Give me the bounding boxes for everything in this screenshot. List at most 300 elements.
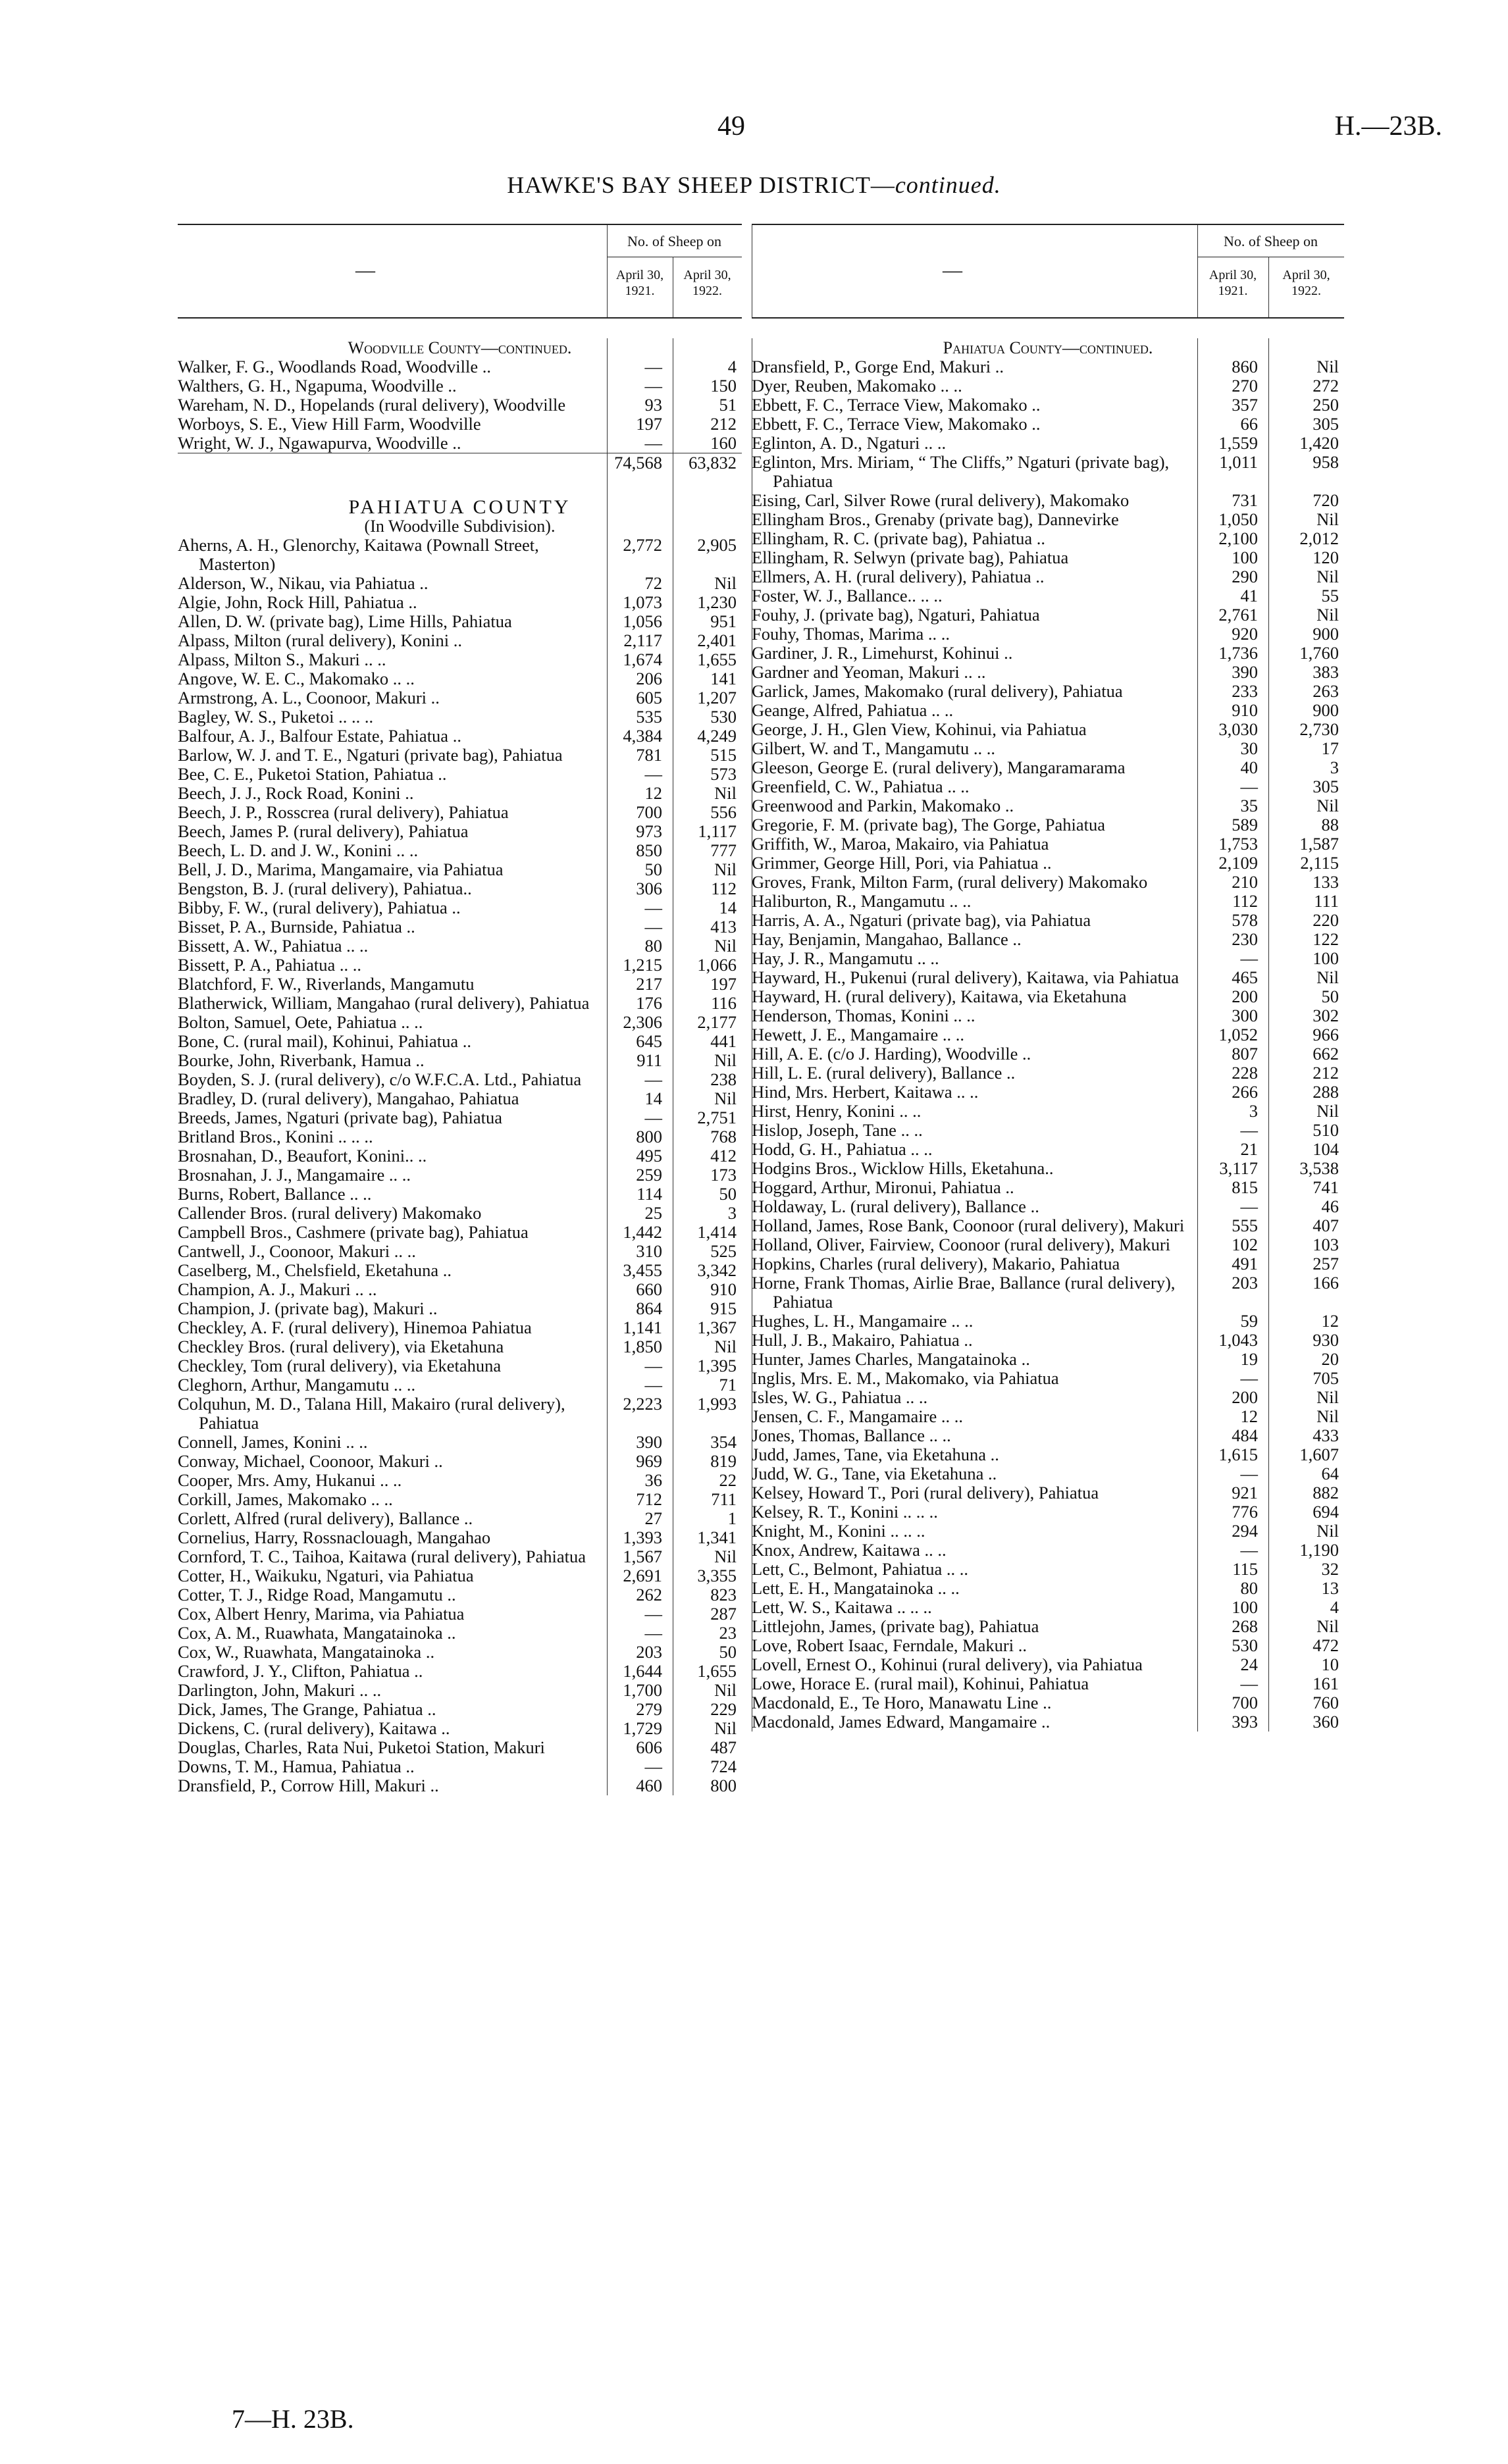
sheep-1922: 122	[1313, 929, 1339, 949]
owner-name-address: Henderson, Thomas, Konini .. ..	[752, 1006, 975, 1025]
owner-name-address: Geange, Alfred, Pahiatua .. ..	[752, 700, 954, 720]
table-row	[178, 879, 742, 898]
header-year-1922: April 30, 1922.	[683, 268, 731, 298]
owner-name-address: Cox, W., Ruawhata, Mangatainoka ..	[178, 1642, 435, 1662]
sheep-1922: 100	[1313, 948, 1339, 968]
sheep-1922: 354	[710, 1432, 737, 1452]
sheep-1922: 116	[711, 993, 737, 1013]
owner-name-address: Beech, L. D. and J. W., Konini .. ..	[178, 840, 419, 860]
sheep-1922: 2,177	[697, 1012, 737, 1032]
table-row	[178, 688, 742, 707]
owner-name-address: Cotter, H., Waikuku, Ngaturi, via Pahiatua	[178, 1566, 474, 1585]
owner-name-address: Knox, Andrew, Kaitawa .. ..	[752, 1540, 947, 1560]
sheep-1921: 12	[1240, 1406, 1258, 1426]
table-row	[178, 357, 742, 376]
header-sheep-count: No. of Sheep on	[607, 233, 742, 257]
table-row	[178, 1223, 742, 1242]
owner-name-address: Beech, James P. (rural delivery), Pahiatua	[178, 821, 469, 841]
sheep-1922: 412	[710, 1146, 737, 1166]
owner-name-address: Holland, James, Rose Bank, Coonoor (rural delivery), Makuri	[752, 1216, 1185, 1235]
owner-name-address: Britland Bros., Konini .. .. ..	[178, 1127, 373, 1146]
sheep-1922: 22	[719, 1470, 737, 1490]
sheep-1921: 40	[1240, 757, 1258, 777]
sheep-1922: 760	[1313, 1693, 1339, 1712]
sheep-1922: 900	[1313, 624, 1339, 644]
table-row	[178, 415, 742, 434]
owner-name-address: Isles, W. G., Pahiatua .. ..	[752, 1387, 928, 1407]
sheep-1922: Nil	[1316, 1387, 1339, 1407]
left-rows	[178, 338, 742, 1795]
sheep-1921: 3,455	[623, 1260, 662, 1280]
owner-name-address: Champion, J. (private bag), Makuri ..	[178, 1298, 438, 1318]
owner-name-address: Hay, J. R., Mangamutu .. ..	[752, 948, 939, 968]
sheep-1922: Nil	[1316, 509, 1339, 529]
owner-name-address: Wareham, N. D., Hopelands (rural delivery), Woodville	[178, 395, 566, 415]
owner-name-address: Wright, W. J., Ngawapurva, Woodville ..	[178, 433, 461, 453]
sheep-1921: 35	[1240, 796, 1258, 815]
table-row	[178, 956, 742, 975]
table-row	[178, 803, 742, 822]
table-row	[752, 949, 1344, 968]
sheep-1921: —	[644, 917, 662, 937]
sheep-1921: 2,117	[623, 630, 662, 650]
sheep-1922: 305	[1313, 414, 1339, 434]
sheep-1921: —	[644, 1069, 662, 1089]
sheep-1921: 2,772	[623, 535, 662, 555]
sheep-1922: 10	[1321, 1655, 1339, 1674]
owner-name-address: Algie, John, Rock Hill, Pahiatua ..	[178, 592, 417, 612]
owner-name-address: Beech, J. J., Rock Road, Konini ..	[178, 783, 414, 803]
table-row	[752, 1407, 1344, 1426]
table-row	[752, 1579, 1344, 1598]
sheep-1922: 777	[710, 840, 737, 860]
owner-name-address: Fouhy, J. (private bag), Ngaturi, Pahiatua	[752, 605, 1040, 625]
owner-name-address: Hill, A. E. (c/o J. Harding), Woodville ..	[752, 1044, 1031, 1064]
owner-name-address: Angove, W. E. C., Makomako .. ..	[178, 669, 415, 688]
sheep-1921: 357	[1232, 395, 1258, 415]
sheep-1921: —	[1240, 1196, 1258, 1216]
sheep-1921: 921	[1232, 1483, 1258, 1502]
owner-name-address: Bee, C. E., Puketoi Station, Pahiatua ..	[178, 764, 447, 784]
owner-name-address: Dyer, Reuben, Makomako .. ..	[752, 376, 962, 396]
table-row	[752, 720, 1344, 739]
sheep-1921: 605	[636, 688, 662, 707]
table-row	[178, 631, 742, 650]
sheep-1921: 781	[636, 745, 662, 765]
owner-name-address: Judd, James, Tane, via Eketahuna ..	[752, 1445, 999, 1464]
sheep-1922: 17	[1321, 738, 1339, 758]
table-row	[178, 1032, 742, 1051]
table-row	[752, 1388, 1344, 1407]
owner-name-address: Gardner and Yeoman, Makuri .. ..	[752, 662, 986, 682]
sheep-1921: 230	[1232, 929, 1258, 949]
sheep-1921: 1,567	[623, 1547, 662, 1566]
table-row	[178, 765, 742, 784]
table-row	[752, 1483, 1344, 1502]
sheep-1921: 176	[636, 993, 662, 1013]
owner-name-address: Lett, E. H., Mangatainoka .. ..	[752, 1578, 960, 1598]
table-row	[178, 650, 742, 669]
sheep-1922: 724	[710, 1757, 737, 1776]
owner-name-address: Dransfield, P., Gorge End, Makuri ..	[752, 357, 1004, 376]
table-row	[178, 1452, 742, 1471]
sheep-1921: 920	[1232, 624, 1258, 644]
sheep-1921: 555	[1232, 1216, 1258, 1235]
owner-name-address: Hughes, L. H., Mangamaire .. ..	[752, 1311, 974, 1331]
sheep-1921: 93	[644, 395, 662, 415]
owner-name-address: Cooper, Mrs. Amy, Hukanui .. ..	[178, 1470, 402, 1490]
sheep-1922: 46	[1321, 1196, 1339, 1216]
page-number: 49	[717, 111, 745, 141]
sheep-1921: 578	[1232, 910, 1258, 930]
sheep-1921: 606	[636, 1737, 662, 1757]
table-row	[752, 1598, 1344, 1617]
owner-name-address: Holland, Oliver, Fairview, Coonoor (rural delivery), Makuri	[752, 1235, 1170, 1254]
sheep-1922: 2,751	[697, 1108, 737, 1127]
sheep-1922: 1	[727, 1508, 737, 1528]
table-row	[178, 1318, 742, 1337]
table-row	[752, 1064, 1344, 1083]
sheep-1922: 768	[710, 1127, 737, 1146]
owner-name-address: Crawford, J. Y., Clifton, Pahiatua ..	[178, 1661, 423, 1681]
owner-name-address: Hodgins Bros., Wicklow Hills, Eketahuna..	[752, 1158, 1054, 1178]
sheep-1921: —	[644, 1108, 662, 1127]
table-row	[752, 1541, 1344, 1560]
owner-name-address: Dick, James, The Grange, Pahiatua ..	[178, 1699, 436, 1719]
owner-name-address: Fouhy, Thomas, Marima .. ..	[752, 624, 950, 644]
table-row	[752, 1426, 1344, 1445]
sheep-1922: 229	[710, 1699, 737, 1719]
sheep-1922: 51	[719, 395, 737, 415]
table-row	[752, 892, 1344, 911]
sheep-1921: 270	[1232, 376, 1258, 396]
owner-name-address: Littlejohn, James, (private bag), Pahiatua	[752, 1616, 1039, 1636]
sheep-1922: 2,905	[697, 535, 737, 555]
sheep-1921: 294	[1232, 1521, 1258, 1541]
sheep-1921: 1,850	[623, 1337, 662, 1356]
sheep-1922: 150	[710, 376, 737, 396]
sheep-1921: 12	[644, 783, 662, 803]
table-row	[178, 1643, 742, 1662]
header-year-1921: April 30, 1921.	[615, 268, 664, 298]
owner-name-address: Judd, W. G., Tane, via Eketahuna ..	[752, 1464, 997, 1483]
sheep-1922: 1,760	[1299, 643, 1339, 663]
owner-name-address: Aherns, A. H., Glenorchy, Kaitawa (Pownall Street, Masterton)	[178, 535, 539, 574]
owner-name-address: Bagley, W. S., Puketoi .. .. ..	[178, 707, 374, 727]
table-row	[178, 1757, 742, 1776]
sheep-1922: 141	[710, 669, 737, 688]
table-row	[178, 917, 742, 937]
table-row	[178, 669, 742, 688]
owner-name-address: Foster, W. J., Ballance.. .. ..	[752, 586, 943, 605]
table-row	[178, 593, 742, 612]
sheep-1922: 50	[719, 1184, 737, 1204]
table-row	[752, 567, 1344, 586]
sheep-1921: 1,056	[623, 611, 662, 631]
table-row	[178, 1261, 742, 1280]
owner-name-address: Ellmers, A. H. (rural delivery), Pahiatua ..	[752, 567, 1045, 586]
owner-name-address: Cox, Albert Henry, Marima, via Pahiatua	[178, 1604, 465, 1624]
sheep-1922: 1,341	[697, 1527, 737, 1547]
sheep-1921: 645	[636, 1031, 662, 1051]
table-row	[752, 1502, 1344, 1522]
sheep-1922: 88	[1321, 815, 1339, 834]
sheep-1921: 973	[636, 821, 662, 841]
sheep-1921: 1,674	[623, 650, 662, 669]
owner-name-address: Brosnahan, D., Beaufort, Konini.. ..	[178, 1146, 427, 1166]
sheep-1921: 1,559	[1218, 433, 1258, 453]
sheep-1921: 59	[1240, 1311, 1258, 1331]
sheep-1922: 1,607	[1299, 1445, 1339, 1464]
sheep-1921: —	[644, 898, 662, 917]
table-row	[178, 1738, 742, 1757]
sheep-1921: 2,691	[623, 1566, 662, 1585]
sheep-1922: 120	[1313, 548, 1339, 567]
owner-name-address: Hayward, H., Pukenui (rural delivery), Kaitawa, via Pahiatua	[752, 967, 1180, 987]
sheep-1922: Nil	[1316, 1406, 1339, 1426]
sheep-1922: Nil	[714, 1337, 737, 1356]
sheep-1922: 23	[719, 1623, 737, 1643]
sheep-1922: 263	[1313, 681, 1339, 701]
sheep-1921: 4,384	[623, 726, 662, 746]
sheep-1922: Nil	[714, 783, 737, 803]
sheep-1922: Nil	[1316, 1101, 1339, 1121]
table-row	[178, 746, 742, 765]
owner-name-address: Macdonald, James Edward, Mangamaire ..	[752, 1712, 1051, 1732]
owner-name-address: Dransfield, P., Corrow Hill, Makuri ..	[178, 1776, 439, 1795]
table-row	[178, 612, 742, 631]
sheep-1921: —	[1240, 1674, 1258, 1693]
sheep-1922: 197	[710, 974, 737, 994]
owner-name-address: Corkill, James, Makomako .. ..	[178, 1489, 393, 1509]
sheep-1921: —	[644, 1623, 662, 1643]
sheep-1921: 203	[636, 1642, 662, 1662]
table-row	[752, 1102, 1344, 1121]
sheep-1921: 25	[644, 1203, 662, 1223]
sheep-1922: 257	[1313, 1254, 1339, 1273]
sheep-1921: 864	[636, 1298, 662, 1318]
table-row	[752, 644, 1344, 663]
owner-name-address: Bibby, F. W., (rural delivery), Pahiatua ..	[178, 898, 461, 917]
sheep-1921: 393	[1232, 1712, 1258, 1732]
sheep-1922: Nil	[1316, 605, 1339, 625]
sheep-1921: 262	[636, 1585, 662, 1604]
table-row	[178, 1700, 742, 1719]
sheep-1921: 2,306	[623, 1012, 662, 1032]
sheep-1921: 731	[1232, 490, 1258, 510]
sheep-1922: 2,401	[697, 630, 737, 650]
sheep-1921: 30	[1240, 738, 1258, 758]
owner-name-address: Hunter, James Charles, Mangatainoka ..	[752, 1349, 1030, 1369]
sheep-1922: Nil	[1316, 796, 1339, 815]
header-year-1922: April 30, 1922.	[1282, 268, 1330, 298]
table-row	[178, 1776, 742, 1795]
sheep-1922: 966	[1313, 1025, 1339, 1044]
table-row	[752, 1693, 1344, 1712]
table-row	[752, 529, 1344, 548]
sheep-1921: 217	[636, 974, 662, 994]
sheep-1922: 212	[710, 414, 737, 434]
total-1921: 74,568	[614, 453, 662, 473]
sheep-1922: Nil	[1316, 1616, 1339, 1636]
sheep-1921: 114	[637, 1184, 662, 1204]
table-row	[752, 873, 1344, 892]
sheep-1922: 2,730	[1299, 719, 1339, 739]
owner-name-address: Hayward, H. (rural delivery), Kaitawa, via Eketahuna	[752, 987, 1127, 1006]
sheep-1922: 1,367	[697, 1318, 737, 1337]
total-row	[178, 453, 742, 473]
sheep-1922: Nil	[714, 1718, 737, 1738]
sheep-1922: 741	[1313, 1177, 1339, 1197]
sheep-1921: 910	[1232, 700, 1258, 720]
table-row	[752, 1636, 1344, 1655]
sheep-1921: —	[644, 1375, 662, 1395]
table-row	[178, 1566, 742, 1585]
table-row	[752, 434, 1344, 453]
owner-name-address: Lett, W. S., Kaitawa .. .. ..	[752, 1597, 932, 1617]
sheep-1922: 407	[1313, 1216, 1339, 1235]
owner-name-address: Bissett, A. W., Pahiatua .. ..	[178, 936, 369, 956]
sheep-1922: 360	[1313, 1712, 1339, 1732]
table-row	[752, 396, 1344, 415]
owner-name-address: Downs, T. M., Hamua, Pahiatua ..	[178, 1757, 415, 1776]
owner-name-address: Breeds, James, Ngaturi (private bag), Pahiatua	[178, 1108, 503, 1127]
owner-name-address: Lovell, Ernest O., Kohinui (rural delivery), via Pahiatua	[752, 1655, 1143, 1674]
owner-name-address: Allen, D. W. (private bag), Lime Hills, Pahiatua	[178, 611, 512, 631]
owner-name-address: Alpass, Milton (rural delivery), Konini ..	[178, 630, 463, 650]
sheep-1921: 1,073	[623, 592, 662, 612]
table-row	[752, 1083, 1344, 1102]
sheep-1921: 306	[636, 879, 662, 898]
sheep-1921: 969	[636, 1451, 662, 1471]
sheep-1921: 660	[636, 1279, 662, 1299]
table-row	[752, 1140, 1344, 1159]
table-row	[178, 841, 742, 860]
sheep-1921: 1,393	[623, 1527, 662, 1547]
table-row	[752, 605, 1344, 625]
sheep-1922: 882	[1313, 1483, 1339, 1502]
header-year-1921: April 30, 1921.	[1209, 268, 1257, 298]
owner-name-address: Brosnahan, J. J., Mangamaire .. ..	[178, 1165, 411, 1185]
owner-name-address: Lowe, Horace E. (rural mail), Kohinui, Pahiatua	[752, 1674, 1089, 1693]
owner-name-address: Bengston, B. J. (rural delivery), Pahiatua..	[178, 879, 472, 898]
owner-name-address: Cotter, T. J., Ridge Road, Mangamutu ..	[178, 1585, 456, 1604]
sheep-1921: 36	[644, 1470, 662, 1490]
sheep-1921: 1,753	[1218, 834, 1258, 854]
table-row	[178, 1547, 742, 1566]
owner-name-address: Groves, Frank, Milton Farm, (rural delivery) Makomako	[752, 872, 1148, 892]
sheep-1922: 958	[1313, 452, 1339, 472]
sheep-1922: 823	[710, 1585, 737, 1604]
sheep-1921: 66	[1240, 414, 1258, 434]
table-row	[178, 1146, 742, 1166]
table-row	[178, 1070, 742, 1089]
section-heading: Pahiatua County—continued.	[943, 338, 1153, 357]
table-row	[752, 1350, 1344, 1369]
sheep-1921: —	[644, 1757, 662, 1776]
owner-name-address: Bisset, P. A., Burnside, Pahiatua ..	[178, 917, 415, 937]
owner-name-address: Hoggard, Arthur, Mironui, Pahiatua ..	[752, 1177, 1014, 1197]
sheep-1922: 1,414	[697, 1222, 737, 1242]
table-row	[752, 1006, 1344, 1025]
table-row	[752, 586, 1344, 605]
sheep-1921: 24	[1240, 1655, 1258, 1674]
table-row	[752, 1025, 1344, 1044]
table-row	[752, 796, 1344, 815]
table-row	[752, 1522, 1344, 1541]
sheep-1922: 166	[1313, 1273, 1339, 1293]
table-row	[752, 1331, 1344, 1350]
owner-name-address: Hind, Mrs. Herbert, Kaitawa .. ..	[752, 1082, 979, 1102]
sheep-1921: 3	[1249, 1101, 1258, 1121]
table-row	[752, 1121, 1344, 1140]
sheep-1922: 573	[710, 764, 737, 784]
table-row	[752, 1254, 1344, 1273]
sheep-1922: Nil	[1316, 1521, 1339, 1541]
table-row	[178, 860, 742, 879]
table-row	[178, 434, 742, 453]
table-row	[178, 1433, 742, 1452]
table-row	[752, 1159, 1344, 1178]
sheep-1922: 14	[719, 898, 737, 917]
table-row	[752, 453, 1344, 491]
sheep-1921: 776	[1232, 1502, 1258, 1522]
owner-name-address: Inglis, Mrs. E. M., Makomako, via Pahiatua	[752, 1368, 1059, 1388]
sheep-1922: 1,993	[697, 1394, 737, 1414]
sheep-1921: 1,615	[1218, 1445, 1258, 1464]
sheep-1922: Nil	[1316, 357, 1339, 376]
table-row	[178, 727, 742, 746]
sheep-1922: 694	[1313, 1502, 1339, 1522]
owner-name-address: Champion, A. J., Makuri .. ..	[178, 1279, 377, 1299]
owner-name-address: Bolton, Samuel, Oete, Pahiatua .. ..	[178, 1012, 423, 1032]
sheep-1922: 302	[1313, 1006, 1339, 1025]
sheep-1922: 800	[710, 1776, 737, 1795]
title-continued: continued.	[895, 172, 1001, 198]
owner-name-address: Ellingham, R. C. (private bag), Pahiatua ..	[752, 528, 1045, 548]
sheep-1922: 55	[1321, 586, 1339, 605]
table-row	[752, 1044, 1344, 1064]
sheep-1922: 951	[710, 611, 737, 631]
table-row	[178, 1242, 742, 1261]
sheep-1921: 390	[1232, 662, 1258, 682]
owner-name-address: Barlow, W. J. and T. E., Ngaturi (private bag), Pahiatua	[178, 745, 563, 765]
sheep-1922: 173	[710, 1165, 737, 1185]
sheep-1922: 1,066	[697, 955, 737, 975]
table-row	[752, 758, 1344, 777]
sheep-1921: 112	[1232, 891, 1258, 911]
table-row	[752, 1560, 1344, 1579]
sheep-1921: —	[1240, 777, 1258, 796]
sheep-1922: 487	[710, 1737, 737, 1757]
sheep-1922: 4	[1330, 1597, 1339, 1617]
owner-name-address: Bradley, D. (rural delivery), Mangahao, Pahiatua	[178, 1089, 519, 1108]
sheep-1922: 1,655	[697, 650, 737, 669]
owner-name-address: Balfour, A. J., Balfour Estate, Pahiatua ..	[178, 726, 461, 746]
table-row	[178, 536, 742, 574]
sheep-1922: Nil	[714, 1089, 737, 1108]
sheep-1922: 910	[710, 1279, 737, 1299]
table-row	[752, 1178, 1344, 1197]
sheep-1921: 589	[1232, 815, 1258, 834]
owner-name-address: Gilbert, W. and T., Mangamutu .. ..	[752, 738, 995, 758]
owner-name-address: Macdonald, E., Te Horo, Manawatu Line ..	[752, 1693, 1052, 1712]
owner-name-address: Alpass, Milton S., Makuri .. ..	[178, 650, 386, 669]
sheep-1921: 460	[636, 1776, 662, 1795]
sheep-1922: 3	[727, 1203, 737, 1223]
sheep-1921: 700	[636, 802, 662, 822]
sheep-1922: 32	[1321, 1559, 1339, 1579]
